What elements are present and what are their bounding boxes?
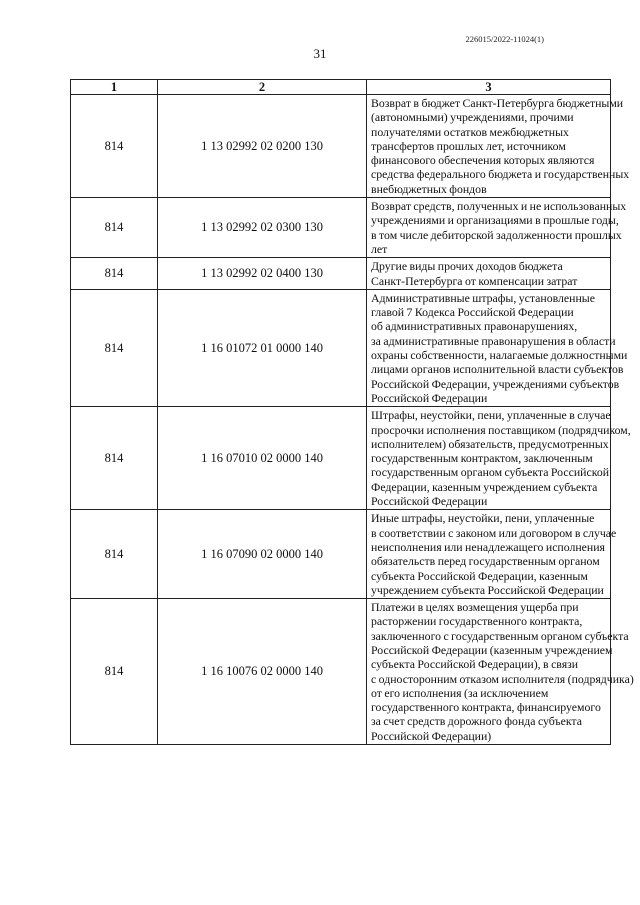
description-line: об административных правонарушениях, [371, 319, 578, 334]
table-row [71, 510, 611, 599]
description-line: Российской Федерации [371, 494, 488, 509]
description-line: Иные штрафы, неустойки, пени, уплаченные [371, 511, 595, 526]
description-line: субъекта Российской Федерации), в связи [371, 657, 579, 672]
revenue-code-cell: 1 16 01072 01 0000 140 [158, 289, 367, 406]
revenue-code-cell: 1 13 02992 02 0400 130 [158, 258, 367, 290]
description-line: субъекта Российской Федерации, казенным [371, 568, 588, 583]
description-line: получателями остатков межбюджетных [371, 124, 569, 139]
revenue-codes-table [70, 79, 634, 745]
table-row [71, 289, 611, 406]
description-line: финансового обеспечения которых являются [371, 153, 595, 168]
description-line: (автономными) учреждениями, прочими [371, 110, 574, 125]
description-line: просрочки исполнения поставщиком (подрядчиком, [371, 422, 631, 437]
revenue-code-cell: 1 16 10076 02 0000 140 [158, 599, 367, 745]
description-cell [367, 258, 611, 290]
description-cell [367, 510, 617, 599]
description-line: лицами органов исполнительной власти субъектов [371, 362, 624, 377]
description-line: государственного контракта, финансируемого [371, 700, 601, 715]
description-line: исполнителем) обязательств, предусмотренных [371, 436, 609, 451]
description-line: от его исполнения (за исключением [371, 685, 549, 700]
revenue-code-cell: 1 16 07010 02 0000 140 [158, 407, 367, 510]
description-line: лет [371, 241, 388, 256]
admin-code-cell: 814 [71, 198, 158, 258]
description-cell [367, 198, 627, 258]
description-cell [367, 599, 634, 745]
description-line: Российской Федерации (казенным учреждением [371, 642, 613, 657]
description-line: главой 7 Кодекса Российской Федерации [371, 305, 574, 320]
description-line: в том числе дебиторской задолженности прошлых [371, 227, 622, 242]
description-line: за счет средств дорожного фонда субъекта [371, 714, 582, 729]
description-line: государственным контрактом, заключенным [371, 451, 593, 466]
description-line: учреждением субъекта Российской Федерации [371, 582, 604, 597]
description-line: Возврат в бюджет Санкт-Петербурга бюджетными [371, 96, 624, 110]
description-line: с односторонним отказом исполнителя (подрядчика) [371, 671, 634, 686]
column-header-2: 2 [158, 80, 367, 95]
description-line: Российской Федерации [371, 390, 488, 405]
revenue-code-cell: 1 16 07090 02 0000 140 [158, 510, 367, 599]
description-line: внебюджетных фондов [371, 181, 487, 196]
admin-code-cell: 814 [71, 510, 158, 599]
description-line: государственным органом субъекта Российской [371, 465, 610, 480]
admin-code-cell: 814 [71, 407, 158, 510]
description-line: Платежи в целях возмещения ущерба при [371, 600, 579, 615]
description-line: в соответствии с законом или договором в случае [371, 525, 617, 540]
column-header-3: 3 [367, 80, 611, 95]
description-line: Федерации, казенным учреждением субъекта [371, 479, 598, 494]
description-line: заключенного с государственным органом субъекта [371, 628, 629, 643]
table-header-row [71, 80, 611, 95]
admin-code-cell: 814 [71, 258, 158, 290]
admin-code-cell: 814 [71, 599, 158, 745]
description-line: Штрафы, неустойки, пени, уплаченные в случае [371, 408, 611, 423]
table-row [71, 599, 611, 745]
admin-code-cell: 814 [71, 289, 158, 406]
description-line: средства федерального бюджета и государственных [371, 167, 630, 182]
table-row [71, 258, 611, 290]
description-line: трансфертов прошлых лет, источником [371, 138, 566, 153]
table-body [71, 95, 634, 745]
admin-code-cell: 814 [71, 95, 158, 198]
table-row [71, 95, 611, 198]
description-line: расторжении государственного контракта, [371, 614, 583, 629]
page-number: 31 [313, 46, 327, 61]
description-line: Административные штрафы, установленные [371, 290, 595, 305]
description-line: Санкт-Петербурга от компенсации затрат [371, 273, 578, 288]
description-line: учреждениями и организациями в прошлые годы, [371, 213, 619, 228]
table-row [71, 407, 611, 510]
description-cell [367, 407, 631, 510]
description-line: Российской Федерации) [371, 728, 492, 743]
description-line: Российской Федерации, учреждениями субъектов [371, 376, 620, 391]
description-line: неисполнения или ненадлежащего исполнения [371, 539, 605, 554]
document-number: 226015/2022-11024(1) [465, 34, 544, 44]
revenue-code-cell: 1 13 02992 02 0200 130 [158, 95, 367, 198]
description-line: обязательств перед государственным органом [371, 554, 600, 569]
description-cell [367, 95, 630, 198]
description-line: Возврат средств, полученных и не использованных [371, 199, 627, 214]
description-line: охраны собственности, налагаемые должностными [371, 348, 628, 363]
table-row [71, 198, 611, 258]
description-line: за административные правонарушения в области [371, 333, 616, 348]
revenue-code-cell: 1 13 02992 02 0300 130 [158, 198, 367, 258]
description-cell [367, 289, 628, 406]
description-line: Другие виды прочих доходов бюджета [371, 259, 563, 274]
column-header-1: 1 [71, 80, 158, 95]
